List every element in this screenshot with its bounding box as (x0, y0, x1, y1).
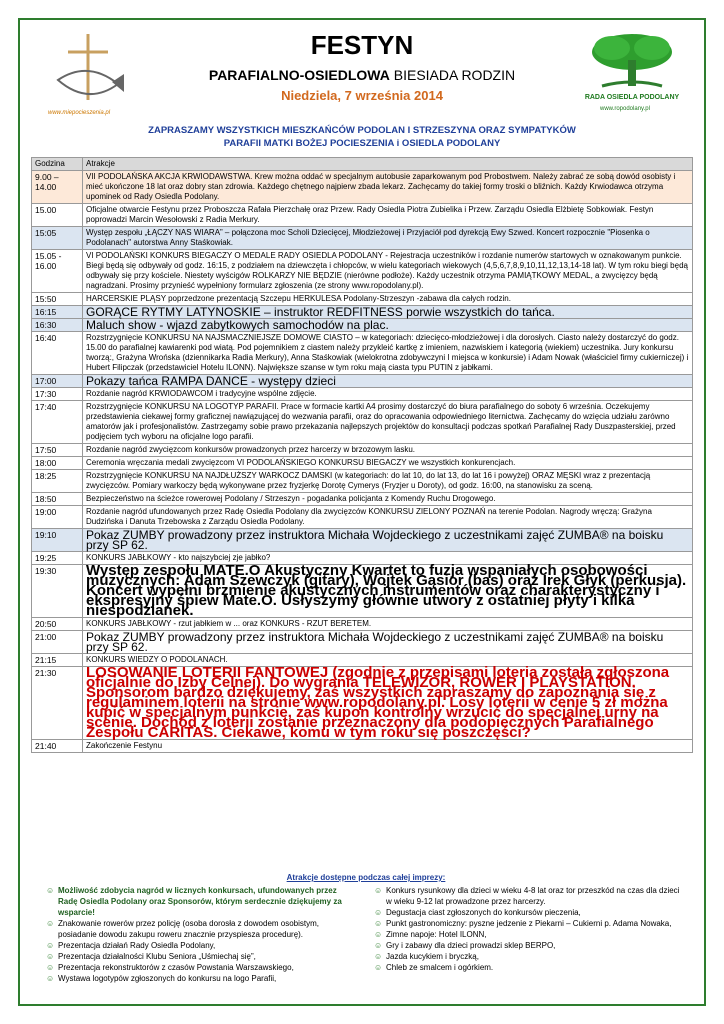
schedule-attraction: GORĄCE RYTMY LATYNOSKIE – instruktor REDFITNESS porwie wszystkich do tańca. (83, 306, 693, 319)
schedule-time: 15.05 - 16.00 (32, 250, 83, 293)
schedule-attraction: VI PODOLAŃSKI KONKURS BIEGACZY O MEDALE RADY OSIEDLA PODOLANY - Rejestracja uczestników i rozdanie numerów startowych w oznakowanym punkcie. Biegi będą się odbywały od godz. 16:15, z podziałem na dziewczęta i chłopców, w wielu kategoriach wiekowych (4,5,6,7,8,9,10,11,12,13,14-18 lat). W tym roku biegi będą odbywały się przy kościele. Niestety wyścigów ROLKARZY NIE BĘDZIE (nierówne podłoże). Każdy uczestnik otrzyma PAMIĄTKOWY MEDAL, a zwycięzcy będą nagradzani. Prosimy przynieść wypełniony formularz zgłoszenia (ze strony www.ropodolany.pl). (83, 250, 693, 293)
schedule-row (32, 375, 693, 388)
footer-item-text: Punkt gastronomiczny: pyszne jedzenie z Piekarni – Cukierni p. Adama Nowaka, (386, 919, 672, 928)
schedule-row (32, 227, 693, 250)
schedule-row (32, 332, 693, 375)
schedule-time: 17:50 (32, 444, 83, 457)
smiley-icon: ☺ (46, 941, 55, 950)
invitation (80, 124, 644, 150)
schedule-row (32, 470, 693, 493)
schedule-time: 9.00 – 14.00 (32, 171, 83, 204)
schedule-row (32, 319, 693, 332)
schedule-row (32, 293, 693, 306)
footer-item-text: Degustacja ciast zgłoszonych do konkursów pieczenia, (386, 908, 581, 917)
schedule-attraction: Występ zespołu MATE.O Akustyczny Kwartet to fuzja wspaniałych osobowości muzycznych: Adam Szewczyk (gitary), Wojtek Gąsior (bas) oraz Irek Głyk (perkusja). Koncert wypełni brzmienie akustycznych instrumentów oraz charakterystyczny i ekspresyjny śpiew Mate.O. Usłyszymy głównie utwory z ostatniej płyty i kilka niespodzianek. (83, 565, 693, 618)
schedule-time: 17:30 (32, 388, 83, 401)
schedule-row (32, 493, 693, 506)
footer-item-text: Prezentacja działań Rady Osiedla Podolany, (58, 941, 216, 950)
schedule-time: 16:15 (32, 306, 83, 319)
schedule-row (32, 667, 693, 740)
schedule-attraction: Oficjalne otwarcie Festynu przez Proboszcza Rafała Pierzchałę oraz Przew. Rady Osiedla Piotra Zubielika i Przew. Zarządu Osiedla Elżbietę Sobkowiak. Festyn poprowadzi Marcin Wesołowski z Radia Merkury. (83, 204, 693, 227)
footer-attractions (46, 872, 686, 984)
schedule-attraction: Zakończenie Festynu (83, 740, 693, 753)
footer-item-text: Gry i zabawy dla dzieci prowadzi sklep BERPO, (386, 941, 556, 950)
footer-item (374, 962, 686, 973)
schedule-row (32, 306, 693, 319)
footer-item-text: Zimne napoje: Hotel ILONN, (386, 930, 487, 939)
schedule-time: 17:40 (32, 401, 83, 444)
footer-item-text: Chleb ze smalcem i ogórkiem. (386, 963, 494, 972)
schedule-time: 19:10 (32, 529, 83, 552)
schedule-time: 15:50 (32, 293, 83, 306)
schedule-attraction: Rozdanie nagród KRWIODAWCOM i tradycyjne wspólne zdjęcie. (83, 388, 693, 401)
schedule-time: 19:00 (32, 506, 83, 529)
schedule-attraction: Rozstrzygnięcie KONKURSU NA NAJDŁUŻSZY WARKOCZ DAMSKI (w kategoriach: do lat 10, do lat 13, do lat 16 i powyżej) ORAZ MĘSKI wraz z prezentacją zwycięzców. Pomiary warkoczy będą wykonywane przez fryzjerkę Dorotę Cymerys (Fryzjer u Doroty), od godz. 16:00, na stanowisku za sceną. (83, 470, 693, 493)
invitation-line-2: PARAFII MATKI BOŻEJ POCIESZENIA i OSIEDLA PODOLANY (223, 138, 501, 149)
schedule-time: 15.00 (32, 204, 83, 227)
footer-item-text: Wystawa logotypów zgłoszonych do konkursu na logo Parafii, (58, 974, 277, 983)
invitation-line-1: ZAPRASZAMY WSZYSTKICH MIESZKAŃCÓW PODOLAN I STRZESZYNA ORAZ SYMPATYKÓW (148, 125, 576, 136)
footer-item (46, 885, 358, 918)
schedule-time: 18:25 (32, 470, 83, 493)
footer-item (46, 951, 358, 962)
parish-logo-url: www.miepocieszenia.pl (48, 110, 111, 116)
footer-item (374, 918, 686, 929)
footer-right-column (374, 885, 686, 984)
footer-item (374, 951, 686, 962)
footer-item (46, 962, 358, 973)
footer-item (374, 885, 686, 907)
schedule-attraction: Rozstrzygnięcie KONKURSU NA NAJSMACZNIEJSZE DOMOWE CIASTO – w kategoriach: dziecięco-młodzieżowej i dla dorosłych. Ciasto należy dostarczyć do godz. 15.00 do parafialnej kawiarenki pod wiatą. Pod pojemnikiem z ciastem należy przykleić kartkę z imieniem, nazwiskiem i kategorią (wiekiem) uczestnika. Jury konkursu tworzą:, Grażyna Wrońska (dziennikarka Radia Merkury), Anna Staśkowiak (wielokrotna zdobywczyni I miejsca w konkursie) i Adam Nowak (właściciel firmy cukierniczej) i Hubert Filipczak (przedstawiciel Hotelu ILONN). Największe szanse w tym roku mają ciasta typu PUTIN z jabłkami. (83, 332, 693, 375)
schedule-time: 16:40 (32, 332, 83, 375)
schedule-table (31, 157, 693, 753)
column-header-time: Godzina (32, 158, 83, 171)
footer-item-text: Możliwość zdobycia nagród w licznych konkursach, ufundowanych przez Radę Osiedla Podolany oraz Sponsorów, którym serdecznie dziękujemy za wsparcie! (58, 886, 342, 917)
schedule-time: 21:40 (32, 740, 83, 753)
schedule-attraction: Maluch show - wjazd zabytkowych samochodów na plac. (83, 319, 693, 332)
footer-item-text: Znakowanie rowerów przez policję (osoba dorosła z dowodem osobistym, posiadanie dowodu zakupu roweru znacznie przyspiesza procedurę). (58, 919, 320, 939)
schedule-attraction: VII PODOLAŃSKA AKCJA KRWIODAWSTWA. Krew można oddać w specjalnym autobusie zaparkowanym pod Probostwem. Należy zabrać ze sobą dowód osobisty i mieć ukończone 18 lat oraz dobry stan zdrowia. Każdego chętnego najpierw zbada lekarz. Zachęcamy do takiej formy troski o bliźnich. Każdy Krwiodawca otrzyma upominek od Rady Osiedla Podolany. (83, 171, 693, 204)
schedule-row (32, 618, 693, 631)
schedule-attraction: Pokaz ZUMBY prowadzony przez instruktora Michała Wojdeckiego z uczestnikami zajęć ZUMBA® na boisku przy SP 62. (83, 631, 693, 654)
schedule-attraction: Rozdanie nagród zwycięzcom konkursów prowadzonych przez harcerzy w brzozowym lasku. (83, 444, 693, 457)
smiley-icon: ☺ (374, 930, 383, 939)
schedule-time: 19:30 (32, 565, 83, 618)
footer-item (374, 907, 686, 918)
schedule-attraction: Pokazy tańca RAMPA DANCE - występy dzieci (83, 375, 693, 388)
footer-item (46, 973, 358, 984)
footer-item-text: Konkurs rysunkowy dla dzieci w wieku 4-8 lat oraz tor przeszkód na czas dla dzieci w wieku 9-12 lat prowadzone przez harcerzy. (386, 886, 680, 906)
event-date: Niedziela, 7 września 2014 (281, 88, 443, 103)
smiley-icon: ☺ (46, 919, 55, 928)
schedule-attraction: KONKURS JABŁKOWY - rzut jabłkiem w ... oraz KONKURS - RZUT BERETEM. (83, 618, 693, 631)
schedule-row (32, 457, 693, 470)
council-logo-url: www.ropodolany.pl (600, 106, 650, 112)
schedule-row (32, 565, 693, 618)
schedule-time: 16:30 (32, 319, 83, 332)
schedule-attraction: KONKURS WIEDZY O PODOLANACH. (83, 654, 693, 667)
council-logo-name: RADA OSIEDLA PODOLANY (584, 94, 680, 101)
schedule-time: 19:25 (32, 552, 83, 565)
schedule-row (32, 250, 693, 293)
smiley-icon: ☺ (46, 952, 55, 961)
page-title: FESTYN (310, 30, 414, 60)
smiley-icon: ☺ (374, 886, 383, 895)
smiley-icon: ☺ (46, 886, 55, 895)
schedule-attraction: LOSOWANIE LOTERII FANTOWEJ (zgodnie z przepisami loteria została zgłoszona oficjalnie do Izby Celnej). Do wygrania TELEWIZOR, ROWER I PLAYSTATION. Sponsorom bardzo dziękujemy, zaś wszystkich zapraszamy do zapoznania się z regulaminem loterii na stronie www.ropodolany.pl. Losy loterii w cenie 5 zł można kupić w specjalnym punkcie, zaś kupon kontrolny wrzucić do specjalnej urny na scenie. Dochód z loterii zostanie przeznaczony dla podopiecznych Parafialnego Zespołu CARITAS. Ciekawe, komu w tym roku się poszczęści? (83, 667, 693, 740)
subtitle-rest: BIESIADA RODZIN (389, 67, 516, 83)
schedule-attraction: Pokaz ZUMBY prowadzony przez instruktora Michała Wojdeckiego z uczestnikami zajęć ZUMBA® na boisku przy SP 62. (83, 529, 693, 552)
smiley-icon: ☺ (374, 941, 383, 950)
schedule-time: 21:00 (32, 631, 83, 654)
schedule-attraction: KONKURS JABŁKOWY - kto najszybciej zje jabłko? (83, 552, 693, 565)
smiley-icon: ☺ (46, 963, 55, 972)
smiley-icon: ☺ (374, 952, 383, 961)
footer-item-text: Jazda kucykiem i bryczką, (386, 952, 479, 961)
footer-item-text: Prezentacja działalności Klubu Seniora „Uśmiechaj się”, (58, 952, 256, 961)
schedule-time: 21:15 (32, 654, 83, 667)
schedule-time: 18:00 (32, 457, 83, 470)
schedule-attraction: HARCERSKIE PLĄSY poprzedzone prezentacją Szczepu HERKULESA Podolany-Strzeszyn -zabawa dla całych rodzin. (83, 293, 693, 306)
page-subtitle (0, 67, 724, 83)
schedule-time: 17:00 (32, 375, 83, 388)
schedule-attraction: Rozstrzygnięcie KONKURSU NA LOGOTYP PARAFII. Prace w formacie kartki A4 prosimy dostarczyć do biura parafialnego do soboty 6 września. Oczekujemy przedstawienia ciekawej formy graficznej nawiązującej do wezwania parafii, oraz do opracowania odpowiedniego liternictwa. Zachęcamy do wzięcia udziału zarówno amatorów jak i profesjonalistów. Zastrzegamy sobie prawo przekazania najlepszych projektów do konsultacji podczas spotkań Parafialnej Rady Duszpasterskiej, przed podjęciem tych wyboru na oficjalne logo parafii. (83, 401, 693, 444)
smiley-icon: ☺ (374, 908, 383, 917)
footer-item-text: Prezentacja rekonstruktorów z czasów Powstania Warszawskiego, (58, 963, 294, 972)
schedule-row (32, 740, 693, 753)
schedule-time: 18:50 (32, 493, 83, 506)
footer-left-column (46, 885, 358, 984)
schedule-attraction: Bezpieczeństwo na ścieżce rowerowej Podolany / Strzeszyn - pogadanka policjanta z Komendy Ruchu Drogowego. (83, 493, 693, 506)
schedule-row (32, 401, 693, 444)
schedule-time: 15:05 (32, 227, 83, 250)
schedule-time: 20:50 (32, 618, 83, 631)
schedule-row (32, 204, 693, 227)
footer-title: Atrakcje dostępne podczas całej imprezy: (286, 873, 446, 882)
schedule-attraction: Ceremonia wręczania medali zwycięzcom VI PODOLAŃSKIEGO KONKURSU BIEGACZY we wszystkich konkurencjach. (83, 457, 693, 470)
footer-item (46, 918, 358, 940)
schedule-row (32, 171, 693, 204)
schedule-row (32, 631, 693, 654)
schedule-row (32, 529, 693, 552)
schedule-row (32, 388, 693, 401)
column-header-attractions: Atrakcje (83, 158, 693, 171)
schedule-attraction: Występ zespołu „ŁĄCZY NAS WIARA” – połączona moc Scholi Dziecięcej, Młodzieżowej i Przyjaciół pod dyrekcją Ewy Szwed. Koncert rozpocznie "Piosenka o Podolanach" autorstwa Anny Staśkowiak. (83, 227, 693, 250)
footer-item (374, 929, 686, 940)
footer-item (46, 940, 358, 951)
schedule-row (32, 444, 693, 457)
smiley-icon: ☺ (374, 963, 383, 972)
subtitle-bold: PARAFIALNO-OSIEDLOWA (208, 67, 390, 83)
schedule-attraction: Rozdanie nagród ufundowanych przez Radę Osiedla Podolany dla zwycięzców KONKURSU ZIELONY POZNAŃ na terenie Podolan. Nagrody wręczą: Grażyna Dudzińska i Danuta Trzebowska z Zarządu Osiedla Podolany. (83, 506, 693, 529)
schedule-row (32, 506, 693, 529)
schedule-time: 21:30 (32, 667, 83, 740)
footer-item (374, 940, 686, 951)
smiley-icon: ☺ (46, 974, 55, 983)
smiley-icon: ☺ (374, 919, 383, 928)
